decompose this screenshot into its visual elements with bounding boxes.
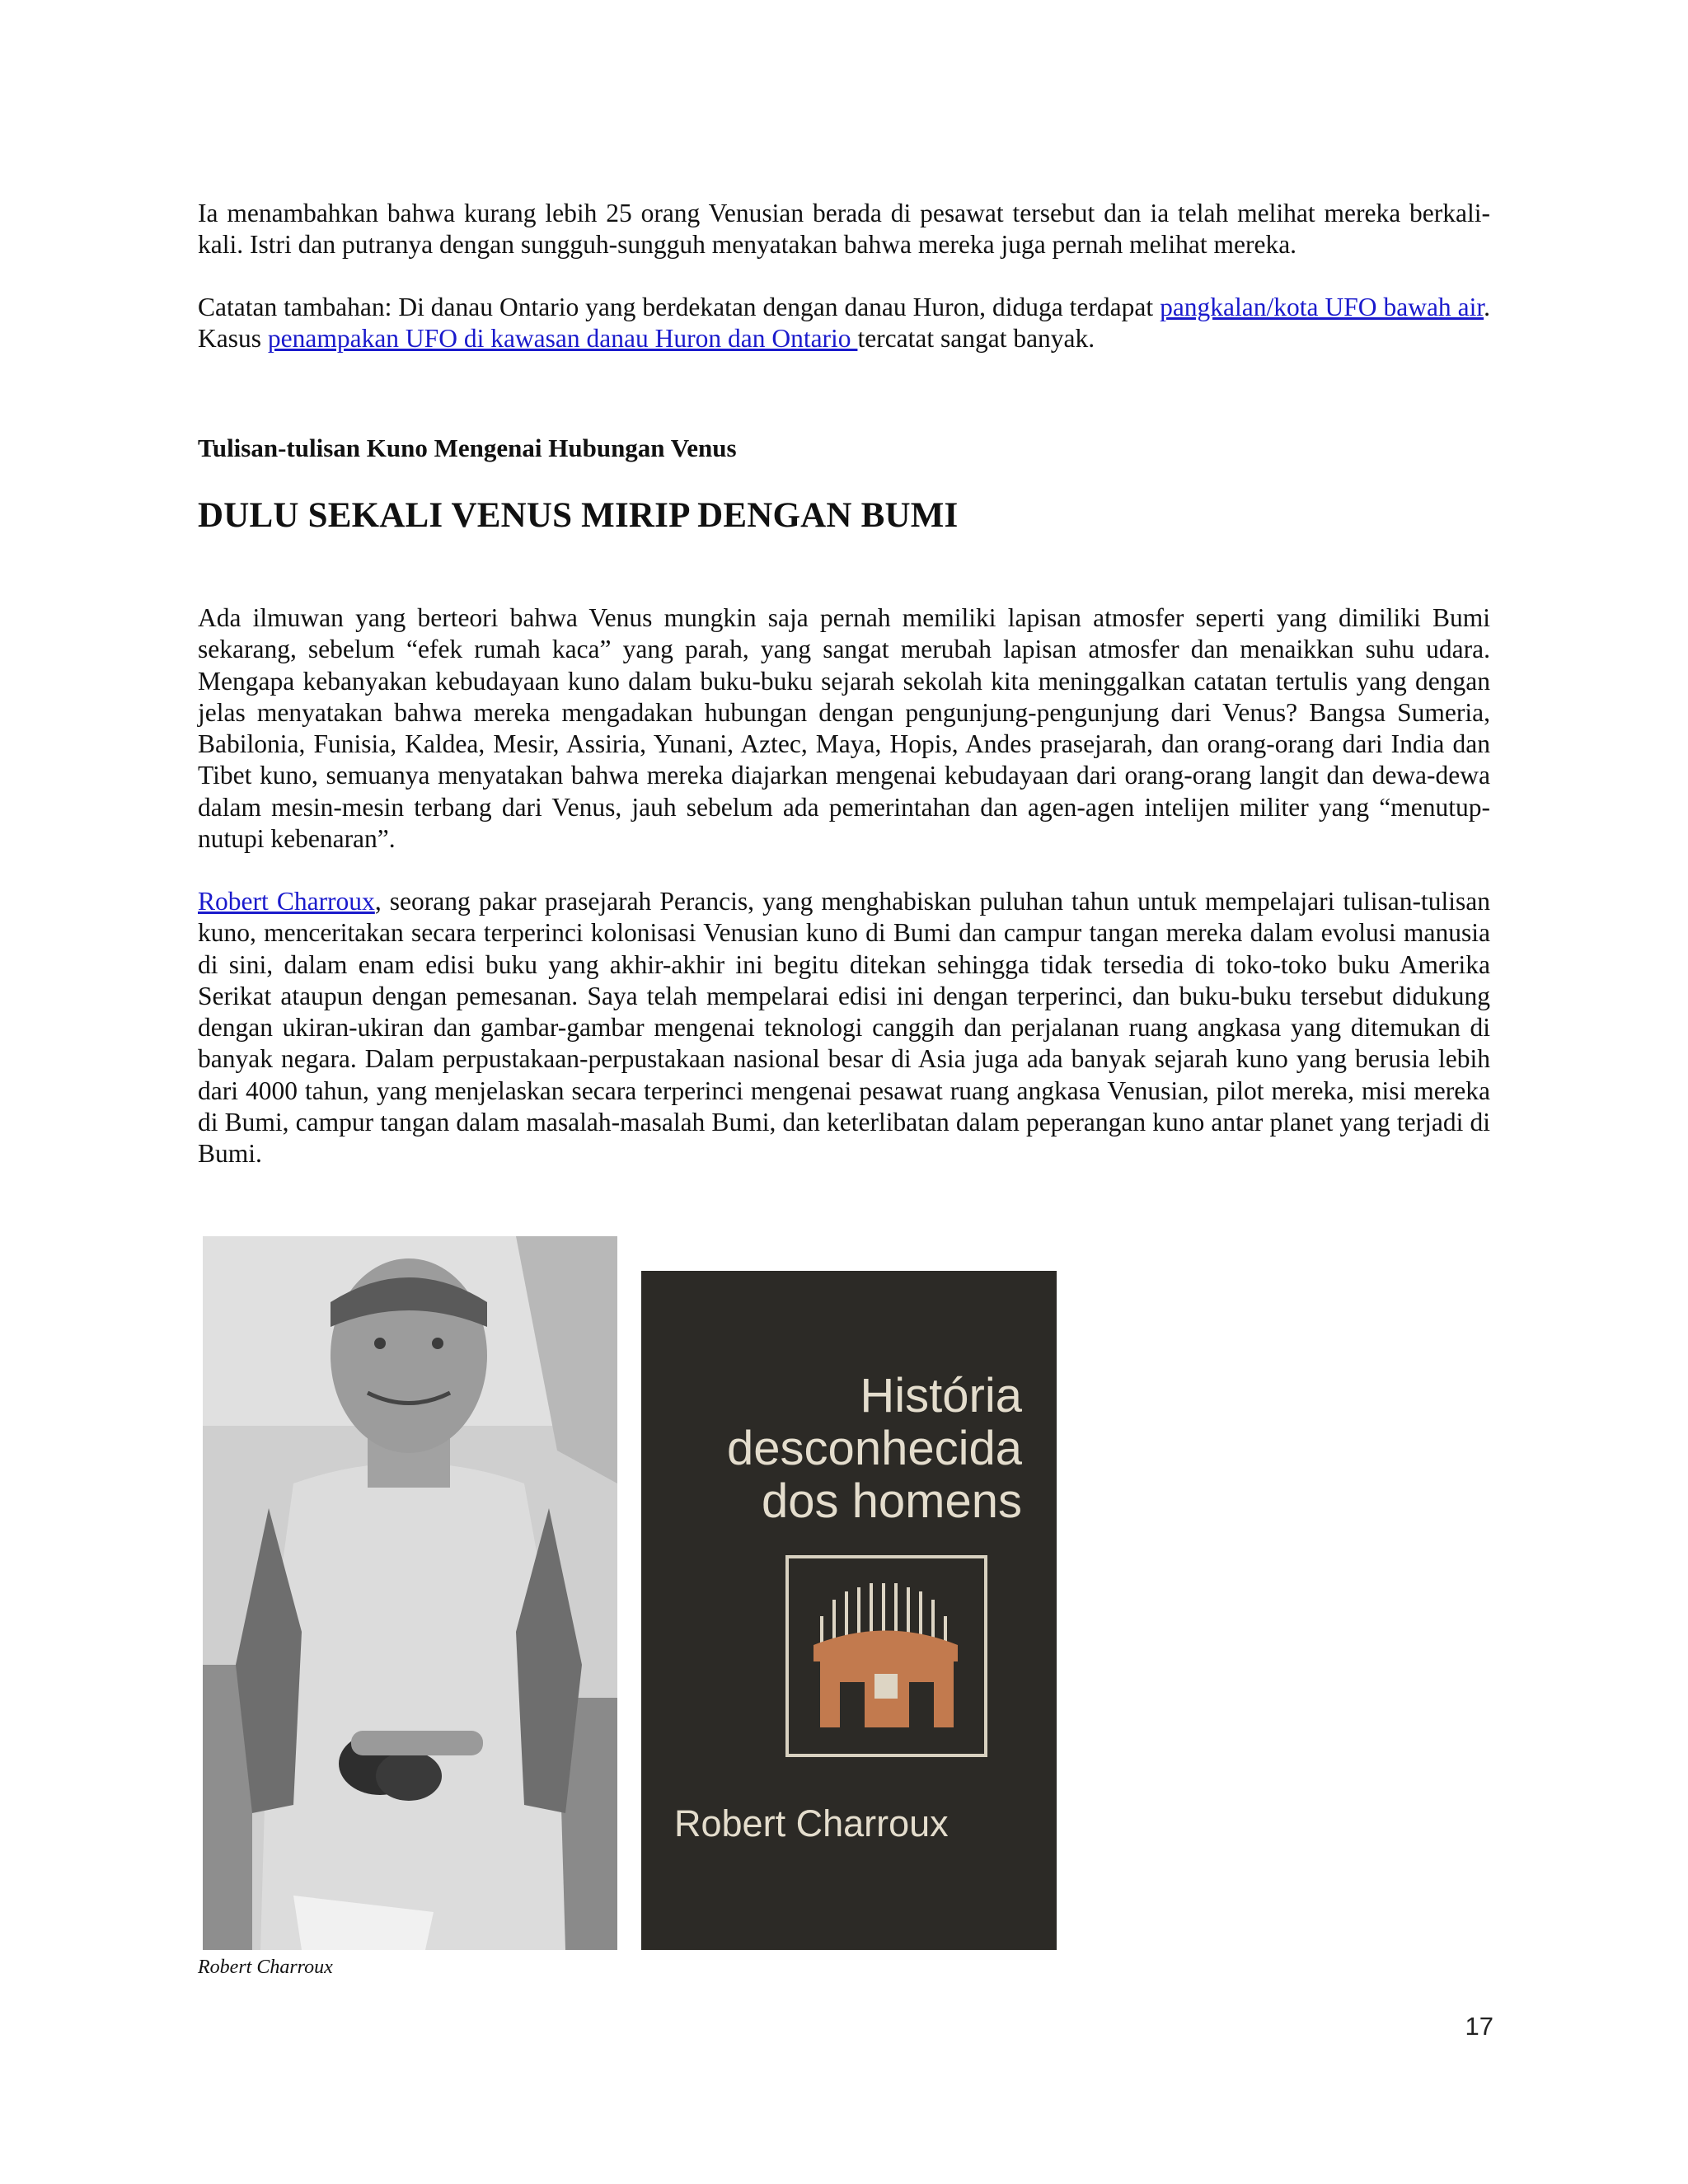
section-title: DULU SEKALI VENUS MIRIP DENGAN BUMI xyxy=(198,496,959,535)
note-text-start: Catatan tambahan: Di danau Ontario yang berdekatan dengan danau Huron, diduga terdapat xyxy=(198,293,1160,321)
house-emblem-icon xyxy=(789,1558,984,1754)
section-subheading: Tulisan-tulisan Kuno Mengenai Hubungan Venus xyxy=(198,434,737,462)
book-author: Robert Charroux xyxy=(674,1802,949,1844)
paragraph-venusians-on-ship: Ia menambahkan bahwa kurang lebih 25 orang Venusian berada di pesawat tersebut dan ia telah melihat mereka berkali-kali. Istri dan putranya dengan sungguh-sungguh menyatakan bahwa mereka juga pernah melihat mereka. xyxy=(198,199,1490,260)
paragraph-robert-charroux xyxy=(198,886,1490,1170)
image-caption: Robert Charroux xyxy=(198,1957,333,1978)
portrait-illustration xyxy=(203,1236,617,1950)
paragraph-additional-note xyxy=(198,292,1490,355)
book-title: História desconhecida dos homens xyxy=(727,1369,1022,1528)
note-text-middle: . Kasus xyxy=(198,293,1490,354)
charroux-text: , seorang pakar prasejarah Perancis, yang menghabiskan puluhan tahun untuk mempelajari tulisan-tulisan kuno, menceritakan secara terperinci kolonisasi Venusian kuno di Bumi dan campur tangan mereka dalam evolusi manusia di sini, dalam enam edisi buku yang akhir-akhir ini begitu ditekan sehingga tidak tersedia di toko-toko buku Amerika Serikat ataupun dengan pemesanan. Saya telah mempelarai edisi ini dengan terperinci, dan buku-buku tersebut didukung dengan ukiran-ukiran dan gambar-gambar mengenai teknologi canggih dan perjalanan ruang angkasa yang ditemukan di banyak negara. Dalam perpustakaan-perpustakaan nasional besar di Asia juga ada banyak sejarah kuno yang berusia lebih dari 4000 tahun, yang menjelaskan secara terperinci mengenai pesawat ruang angkasa Venusian, pilot mereka, misi mereka di Bumi, campur tangan dalam masalah-masalah Bumi, dan keterlibatan dalam peperangan kuno antar planet yang terjadi di Bumi. xyxy=(198,887,1490,1169)
book-emblem-frame xyxy=(785,1555,987,1757)
link-underwater-ufo-base[interactable]: pangkalan/kota UFO bawah air xyxy=(1160,293,1484,321)
page-number: 17 xyxy=(1465,2012,1493,2041)
note-text-end: tercatat sangat banyak. xyxy=(857,324,1095,354)
robert-charroux-photo xyxy=(203,1236,617,1950)
link-ufo-sightings-huron-ontario[interactable]: penampakan UFO di kawasan danau Huron dan Ontario xyxy=(267,324,858,354)
book-cover-historia-desconhecida xyxy=(641,1271,1057,1950)
link-robert-charroux[interactable]: Robert Charroux xyxy=(198,887,375,916)
paragraph-venus-atmosphere-theory: Ada ilmuwan yang berteori bahwa Venus mungkin saja pernah memiliki lapisan atmosfer seperti yang dimiliki Bumi sekarang, sebelum “efek rumah kaca” yang parah, yang sangat merubah lapisan atmosfer dan menaikkan suhu udara. Mengapa kebanyakan kebudayaan kuno dalam buku-buku sejarah sekolah kita meninggalkan catatan tertulis yang dengan jelas menyatakan bahwa mereka mengadakan hubungan dengan pengunjung-pengunjung dari Venus? Bangsa Sumeria, Babilonia, Funisia, Kaldea, Mesir, Assiria, Yunani, Aztec, Maya, Hopis, Andes prasejarah, dan orang-orang dari India dan Tibet kuno, semuanya menyatakan bahwa mereka diajarkan mengenai kebudayaan dari orang-orang langit dan dewa-dewa dalam mesin-mesin terbang dari Venus, jauh sebelum ada pemerintahan dan agen-agen intelijen militer yang “menutup-nutupi kebenaran”. xyxy=(198,603,1490,854)
